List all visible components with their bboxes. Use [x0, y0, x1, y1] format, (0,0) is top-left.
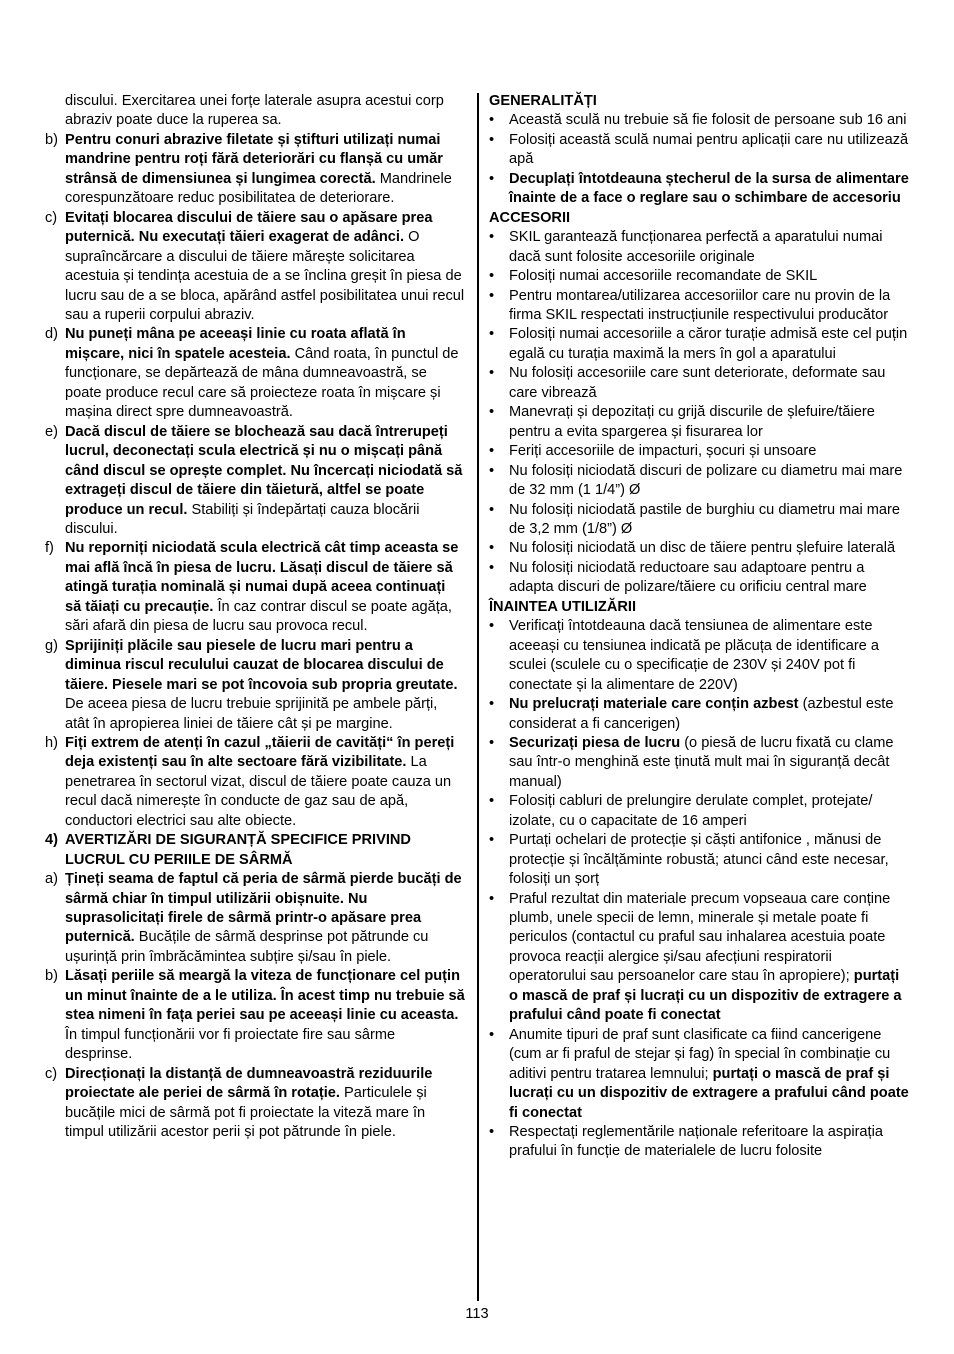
wire-brush-warning-item-normal: Particulele și bucățile mici de sârmă pot fi proiectate la viteză mare în timpul utilizării acestor perii și pot pătrunde în piele. — [65, 1085, 427, 1141]
warning-item-bold: Nu reporniți niciodată scula electrică cât timp aceasta se mai află încă în piesa de lucru. Lăsați discul de tăiere să atingă turația nominală și numai după aceea continuați să tăiați cu precauție. — [65, 540, 459, 615]
warning-item — [45, 325, 465, 422]
warning-item-label: d) — [45, 326, 58, 343]
accessories-bullet-normal: Nu folosiți niciodată un disc de tăiere pentru șlefuire laterală — [509, 540, 896, 557]
warning-item — [45, 423, 465, 540]
wire-brush-warning-item-text — [65, 967, 465, 1064]
general-bullet — [489, 111, 911, 130]
page-number: 113 — [465, 1306, 489, 1322]
accessories-bullet-text — [509, 267, 911, 286]
accessories-bullet — [489, 228, 911, 267]
accessories-bullet-text — [509, 364, 911, 403]
before-use-bullet — [489, 617, 911, 695]
bullet-icon: • — [489, 112, 495, 129]
accessories-bullet-normal: Manevrați și depozitați cu grijă discurile de șlefuire/tăiere pentru a evita spargerea și fisurarea lor — [509, 404, 875, 440]
before-use-heading: ÎNAINTEA UTILIZĂRII — [489, 598, 637, 615]
before-use-bullet — [489, 890, 911, 1026]
accessories-bullet-normal: Pentru montarea/utilizarea accesoriilor care nu provin de la firma SKIL respectati instrucțiunile respectivului producător — [509, 287, 891, 323]
warning-item-normal: Mandrinele corespunzătoare reduc posibilitatea de deteriorare. — [65, 170, 452, 207]
warning-item-text — [65, 539, 465, 636]
before-use-bullet-bold: Nu prelucrați materiale care conțin azbest — [509, 696, 799, 713]
wire-brush-warning-item-bold: Direcționați la distanță de dumneavoastră reziduurile proiectate ale periei de sârmă în rotație. — [65, 1065, 433, 1102]
accessories-bullets — [489, 228, 911, 598]
bullet-icon: • — [489, 1026, 495, 1043]
before-use-bullet-text — [509, 1123, 911, 1162]
general-bullets — [489, 111, 911, 208]
warning-item-label: e) — [45, 423, 58, 440]
bullet-icon: • — [489, 170, 495, 187]
warning-item-normal: Stabiliți și îndepărtați cauza blocării discului. — [65, 501, 420, 537]
bullet-icon: • — [489, 890, 495, 907]
warning-item-label: b) — [45, 131, 58, 148]
before-use-bullet-normal: Verificați întotdeauna dacă tensiunea de alimentare este aceeași cu tensiunea indicată pe plăcuța de identificare a sculei (sculele cu o specificație de 230V și 240V pot fi conectate și la alimentare de 220V) — [509, 618, 879, 693]
bullet-icon: • — [489, 404, 495, 421]
accessories-bullet-text — [509, 403, 911, 442]
left-items-list — [45, 131, 465, 831]
warning-item — [45, 209, 465, 326]
warning-item-bold: Sprijiniți plăcile sau piesele de lucru mari pentru a diminua riscul reculului cauzat de blocarea discului de tăiere. Piesele mari se pot încovoia sub propria greutate. — [65, 637, 458, 693]
warning-item-bold: Evitați blocarea discului de tăiere sau o apăsare prea puternică. Nu executați tăieri exagerat de adânci. — [65, 209, 433, 246]
wire-brush-warning-item-text — [65, 1065, 465, 1143]
before-use-bullet — [489, 1026, 911, 1123]
warning-item-text — [65, 209, 465, 326]
bullet-icon: • — [489, 229, 495, 246]
wire-brush-warning-item-text — [65, 870, 465, 967]
warning-item — [45, 131, 465, 209]
before-use-bullet — [489, 792, 911, 831]
warning-item-text — [65, 325, 465, 422]
before-use-bullet-normal: (azbestul este considerat a fi cancerigen) — [509, 696, 894, 732]
right-column — [489, 92, 911, 1162]
warning-item-label: h) — [45, 734, 58, 751]
accessories-bullet — [489, 559, 911, 598]
before-use-bullet-bold-tail: purtați o mască de praf și lucrați cu un dispozitiv de extragere a prafului când poate fi conectat — [509, 1065, 909, 1121]
warning-item-text — [65, 423, 465, 540]
accessories-bullet-text — [509, 501, 911, 540]
accessories-bullet-normal: Folosiți numai accesoriile recomandate de SKIL — [509, 268, 818, 285]
accessories-bullet-normal: Nu folosiți niciodată reductoare sau adaptoare pentru a adapta discuri de polizare/tăiere cu orificiu central mare — [509, 559, 867, 596]
bullet-icon: • — [489, 462, 495, 479]
accessories-bullet-normal: Nu folosiți niciodată pastile de burghiu cu diametru mai mare de 3,2 mm (1/8”) Ø — [509, 501, 900, 537]
accessories-bullet-normal: Feriți accesoriile de impacturi, șocuri și unsoare — [509, 443, 817, 460]
accessories-bullet-text — [509, 462, 911, 501]
accessories-bullet-text — [509, 287, 911, 326]
before-use-bullet — [489, 1123, 911, 1162]
bullet-icon: • — [489, 326, 495, 343]
before-use-bullet-text — [509, 792, 911, 831]
warning-item — [45, 734, 465, 831]
bullet-icon: • — [489, 1124, 495, 1141]
continuation-text: discului. Exercitarea unei forțe laterale asupra acestui corp abraziv poate duce la ruperea sa. — [65, 93, 444, 129]
warning-item-label: g) — [45, 637, 58, 654]
warning-item-normal: La penetrarea în sectorul vizat, discul de tăiere poate cauza un recul dacă nimerește în conducte de gaz sau de apă, conductori electrici sau alte obiecte. — [65, 754, 452, 829]
before-use-bullet-text — [509, 1026, 911, 1123]
general-bullet — [489, 170, 911, 209]
accessories-bullet — [489, 325, 911, 364]
before-use-bullet-normal: Praful rezultat din materiale precum vopseaua care conține plumb, unele specii de lemn, minerale și metale poate fi periculos (contactul cu praful sau inhalarea acestuia poate provoca reacții alergice și/sau afecțiuni respiratorii operatorului sau persoanelor care stau în apropiere); — [509, 890, 891, 985]
general-bullet — [489, 131, 911, 170]
before-use-bullet — [489, 831, 911, 889]
bullet-icon: • — [489, 131, 495, 148]
accessories-bullet-normal: Nu folosiți accesoriile care sunt deteriorate, deformate sau care vibrează — [509, 365, 886, 401]
general-bullet-bold: Decuplați întotdeauna ștecherul de la sursa de alimentare înainte de a face o reglare sau o schimbare de accesoriu — [509, 170, 909, 207]
warning-item — [45, 539, 465, 636]
bullet-icon: • — [489, 793, 495, 810]
accessories-bullet-text — [509, 539, 911, 558]
wire-brush-warning-item-label: b) — [45, 968, 58, 985]
accessories-bullet — [489, 539, 911, 558]
section-4-title: AVERTIZĂRI DE SIGURANȚĂ SPECIFICE PRIVIND LUCRUL CU PERIILE DE SÂRMĂ — [65, 832, 411, 868]
accessories-bullet-normal: SKIL garantează funcționarea perfectă a aparatului numai dacă sunt folosite accesoriile originale — [509, 229, 883, 265]
before-use-bullet-text — [509, 617, 911, 695]
before-use-bullet-text — [509, 734, 911, 792]
warning-item-normal: O supraîncărcare a discului de tăiere mărește solicitarea acestuia și tendința acestuia de a se înclina greșit în piesa de lucru sau de a se bloca, apărând astfel posibilitatea unui recul sau a ruperii corpului abraziv. — [65, 229, 465, 323]
warning-item-normal: De aceea piesa de lucru trebuie sprijinită pe ambele părți, atât în apropierea liniei de tăiere cât și pe margine. — [65, 696, 438, 732]
before-use-bullets — [489, 617, 911, 1162]
accessories-bullet-normal: Nu folosiți niciodată discuri de polizare cu diametru mai mare de 32 mm (1 1/4”) Ø — [509, 462, 903, 499]
general-bullet-normal: Această sculă nu trebuie să fie folosit de persoane sub 16 ani — [509, 112, 907, 129]
accessories-bullet-normal: Folosiți numai accesoriile a căror turație admisă este cel puțin egală cu turația maximă la mers în gol a aparatului — [509, 326, 908, 362]
before-use-bullet-normal: Respectați reglementările naționale referitoare la aspirația prafului în funcție de materialele de lucru folosite — [509, 1124, 883, 1160]
accessories-bullet — [489, 267, 911, 286]
warning-item-bold: Nu puneți mâna pe aceeași linie cu roata aflată în mișcare, nici în spatele acesteia. — [65, 326, 406, 362]
bullet-icon: • — [489, 443, 495, 460]
wire-brush-warning-item-label: c) — [45, 1065, 58, 1082]
accessories-bullet — [489, 364, 911, 403]
wire-brush-warning-item — [45, 967, 465, 1064]
warning-item-label: f) — [45, 540, 54, 557]
section-4-heading — [45, 831, 465, 870]
general-bullet-text — [509, 170, 911, 209]
bullet-icon: • — [489, 501, 495, 518]
bullet-icon: • — [489, 540, 495, 557]
accessories-bullet — [489, 442, 911, 461]
bullet-icon: • — [489, 734, 495, 751]
warning-item-normal: În caz contrar discul se poate agăța, sări afară din piesa de lucru sau provoca recul. — [65, 598, 452, 635]
before-use-bullet-normal: Folosiți cabluri de prelungire derulate complet, protejate/ izolate, cu o capacitate de 16 amperi — [509, 793, 873, 829]
bullet-icon: • — [489, 696, 495, 713]
wire-brush-warning-item — [45, 870, 465, 967]
bullet-icon: • — [489, 832, 495, 849]
before-use-bullet-normal: Purtați ochelari de protecție și căști antifonice , mănusi de protecție și încălțăminte robustă; atunci când este necesar, folosiți un șorț — [509, 832, 889, 888]
left-column — [45, 92, 465, 1142]
before-use-bullet-normal: (o piesă de lucru fixată cu clame sau într-o menghină este ținută mult mai în siguranță decât manual) — [509, 734, 894, 790]
accessories-heading: ACCESORII — [489, 209, 571, 226]
general-heading: GENERALITĂȚI — [489, 93, 597, 109]
warning-item-normal: Când roata, în punctul de funcționare, se depărtează de mâna dumneavoastră, se poate produce recul care să proiecteze roata în mișcare și mașina direct spre dumneavoastră. — [65, 345, 459, 421]
accessories-bullet-text — [509, 442, 911, 461]
wire-brush-warning-item-normal: Bucățile de sârmă desprinse pot pătrunde cu ușurință prin îmbrăcămintea subțire și/sau în piele. — [65, 929, 429, 965]
before-use-bullet — [489, 734, 911, 792]
wire-brush-warning-item-normal: În timpul funcționării vor fi proiectate fire sau sârme desprinse. — [65, 1026, 396, 1063]
wire-brush-warning-item — [45, 1065, 465, 1143]
left-items2-list — [45, 870, 465, 1142]
warning-item-text — [65, 637, 465, 734]
accessories-bullet-text — [509, 325, 911, 364]
before-use-bullet-text — [509, 890, 911, 1026]
bullet-icon: • — [489, 287, 495, 304]
before-use-bullet-bold-tail: purtați o mască de praf și lucrați cu un dispozitiv de extragere a prafului când poate fi conectat — [509, 968, 902, 1024]
warning-item-bold: Fiți extrem de atenți în cazul „tăierii de cavități“ în pereți deja existenți sau în alte sectoare fără vizibilitate. — [65, 734, 455, 771]
general-bullet-text — [509, 111, 911, 130]
before-use-bullet-text — [509, 695, 911, 734]
general-bullet-normal: Folosiți această sculă numai pentru aplicații care nu utilizează apă — [509, 131, 909, 168]
general-bullet-text — [509, 131, 911, 170]
bullet-icon: • — [489, 559, 495, 576]
warning-item-text — [65, 734, 465, 831]
before-use-bullet-normal: Anumite tipuri de praf sunt clasificate ca fiind cancerigene (cum ar fi praful de stejar și fag) în special în combinație cu aditivi pentru tratarea lemnului; — [509, 1026, 891, 1082]
before-use-bullet — [489, 695, 911, 734]
warning-item — [45, 637, 465, 734]
column-divider — [477, 93, 479, 1301]
accessories-bullet — [489, 462, 911, 501]
before-use-bullet-text — [509, 831, 911, 889]
accessories-bullet-text — [509, 559, 911, 598]
accessories-bullet — [489, 287, 911, 326]
before-use-bullet-bold: Securizați piesa de lucru — [509, 734, 681, 751]
accessories-bullet — [489, 403, 911, 442]
warning-item-bold: Dacă discul de tăiere se blochează sau dacă întrerupeți lucrul, deconectați scula electrică și nu o mișcați până când discul se oprește complet. Nu încercați niciodată să extrageți discul de tăiere din tăietură, altfel se poate produce un recul. — [65, 423, 463, 518]
warning-item-label: c) — [45, 209, 58, 226]
accessories-bullet-text — [509, 228, 911, 267]
bullet-icon: • — [489, 618, 495, 635]
bullet-icon: • — [489, 268, 495, 285]
wire-brush-warning-item-bold: Țineți seama de faptul că peria de sârmă pierde bucăți de sârmă chiar în timpul utilizării obișnuite. Nu suprasolicitați firele de sârmă printr-o apăsare prea puternică. — [65, 871, 462, 946]
warning-item-text — [65, 131, 465, 209]
bullet-icon: • — [489, 365, 495, 382]
warning-item-bold: Pentru conuri abrazive filetate și știfturi utilizați numai mandrine pentru roți fără deteriorări cu flanșă cu umăr strânsă de dimensiunea și lungimea corectă. — [65, 131, 443, 187]
wire-brush-warning-item-bold: Lăsați periile să meargă la viteza de funcționare cel puțin un minut înainte de a le utiliza. În acest timp nu trebuie să stea nimeni în fața periei sau pe aceeași linie cu aceasta. — [65, 968, 465, 1024]
accessories-bullet — [489, 501, 911, 540]
wire-brush-warning-item-label: a) — [45, 871, 58, 888]
section-4-label: 4) — [45, 832, 58, 849]
